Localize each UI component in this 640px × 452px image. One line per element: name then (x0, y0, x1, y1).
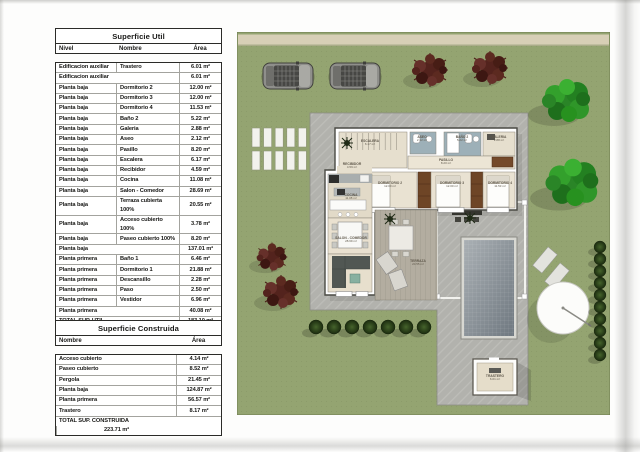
cell-nombre: Salon - Comedor (116, 187, 179, 196)
room-name: BAÑO 2 (455, 135, 469, 139)
col-nombre: Nombre (119, 45, 142, 52)
boundary-wall (238, 35, 609, 45)
room-area: 6.01 m² (489, 378, 501, 381)
cell-area: 21.45 m² (176, 376, 221, 385)
car-icon (328, 62, 382, 91)
cell-nombre: TOTAL SUP. CONSTRUIDA (59, 417, 129, 424)
cell-nivel: Planta baja (59, 202, 88, 209)
plant-icon (384, 213, 396, 225)
bush-row-bottom (302, 320, 431, 338)
col-nivel: Nivel (59, 45, 74, 52)
cell-area: 12.00 m² (179, 94, 221, 103)
cell-nivel: Planta baja (59, 177, 88, 184)
cell-nivel: Edificacion auxiliar (59, 64, 109, 71)
cell-nombre: Acceso cubierto (59, 356, 102, 363)
cell-nivel: Edificacion auxiliar (59, 74, 109, 81)
wardrobe (471, 172, 483, 208)
cell-nombre: Paseo cubierto 100% (116, 234, 179, 243)
room-area: 11.08 m² (345, 197, 357, 200)
cell-area: 2.50 m² (179, 286, 221, 295)
car-icon (261, 62, 315, 91)
cell-nombre: Vestidor (116, 296, 179, 305)
room-name: RECIBIDOR (342, 162, 362, 166)
room-name: ASEO (417, 135, 427, 139)
cell-nivel: Planta baja (59, 125, 88, 132)
windows (336, 292, 368, 297)
cell-area: 8.20 m² (179, 234, 221, 243)
cell-area: 40.08 m² (179, 307, 221, 316)
cell-nivel: Planta baja (59, 105, 88, 112)
cell-nombre: Terraza cubierta 100% (116, 197, 179, 215)
col-area: Área (191, 337, 206, 344)
cell-area: 6.46 m² (179, 255, 221, 264)
room-name: DORMITORIO 4 (487, 181, 513, 185)
room-area: 2.88 m² (493, 139, 505, 142)
room-area: 8.20 m² (440, 162, 452, 165)
room-name: ESCALERA (360, 139, 380, 143)
cell-area: 8.17 m² (176, 406, 221, 415)
cell-nombre: Galeria (116, 125, 179, 134)
table-title: Superficie Construida (56, 321, 221, 336)
cell-area: 5.22 m² (179, 114, 221, 123)
room-area: 28.69 m² (345, 240, 357, 243)
cell-nivel: Planta baja (59, 245, 88, 252)
cell-nivel: Planta baja (59, 221, 88, 228)
col-area: Área (193, 45, 207, 52)
cell-area: 8.52 m² (176, 365, 221, 374)
cell-nombre: Pasillo (116, 145, 179, 154)
cell-nombre: Descansillo (116, 276, 179, 285)
cell-nombre: Paseo cubierto (59, 366, 99, 373)
cell-nivel: Planta baja (59, 136, 88, 143)
room-name: SALON - COMEDOR (335, 236, 367, 240)
cell-nombre: Cocina (116, 176, 179, 185)
cell-area: 11.53 m² (179, 104, 221, 113)
cell-nombre: Trastero (116, 63, 179, 72)
room-area: 20.55 m² (412, 263, 424, 266)
cell-nombre: Planta baja (59, 387, 88, 394)
cell-area: 8.20 m² (179, 145, 221, 154)
cell-nivel: Planta baja (59, 187, 88, 194)
room-name: COCINA (344, 193, 358, 197)
room-area: 6.17 m² (364, 143, 376, 146)
cell-nivel: Planta baja (59, 84, 88, 91)
cell-area: 28.69 m² (179, 187, 221, 196)
room-area: 11.53 m² (494, 185, 506, 188)
coffee-table (350, 274, 360, 283)
cell-nombre: Dormitorio 3 (116, 94, 179, 103)
cell-area: 124.87 m² (176, 386, 221, 395)
plant-icon (464, 212, 476, 224)
room-name: PASILLO (438, 158, 454, 162)
pool (461, 237, 517, 339)
cell-area: 2.88 m² (179, 125, 221, 134)
col-nombre: Nombre (59, 337, 82, 344)
cell-nivel: Planta baja (59, 115, 88, 122)
cell-area: 3.78 m² (179, 216, 221, 234)
cell-nivel: Planta primera (59, 266, 98, 273)
cell-area: 11.08 m² (179, 176, 221, 185)
cell-area: 6.01 m² (179, 63, 221, 72)
room-name: TRASTERO (485, 374, 505, 378)
cell-nivel: Planta primera (59, 256, 98, 263)
wardrobe (418, 172, 431, 208)
cell-nombre: Baño 1 (116, 255, 179, 264)
cell-area: 223.71 m² (56, 426, 176, 435)
cell-nombre: Pergola (59, 376, 80, 383)
cell-nombre: Acceso cubierto 100% (116, 216, 179, 234)
room-area: 12.00 m² (384, 185, 396, 188)
room-name: DORMITORIO 2 (377, 181, 403, 185)
cell-area: 2.28 m² (179, 276, 221, 285)
site-plan-drawing (237, 32, 610, 415)
cell-nivel: Planta baja (59, 146, 88, 153)
cell-nombre: Recibidor (116, 166, 179, 175)
room-area: 2.12 m² (416, 139, 428, 142)
cell-area: 2.12 m² (179, 135, 221, 144)
table-title: Superficie Util (56, 29, 221, 44)
cell-nombre: Paso (116, 286, 179, 295)
wood-shelf (492, 157, 513, 167)
cell-nombre: Dormitorio 2 (116, 84, 179, 93)
room-area: 12.00 m² (446, 185, 458, 188)
stairs-hall (339, 132, 407, 168)
cell-nivel: Planta primera (59, 297, 98, 304)
cell-area: 20.55 m² (179, 197, 221, 215)
plant-icon (341, 137, 353, 149)
cell-nombre: Baño 2 (116, 114, 179, 123)
cell-nombre: Trastero (59, 407, 81, 414)
room-area: 4.59 m² (346, 166, 358, 169)
cell-area: 56.57 m² (176, 396, 221, 405)
cell-area: 21.88 m² (179, 265, 221, 274)
cell-area: 4.59 m² (179, 166, 221, 175)
room-area: 5.22 m² (456, 139, 468, 142)
cell-area: 6.96 m² (179, 296, 221, 305)
cell-nombre: Dormitorio 4 (116, 104, 179, 113)
cell-area: 137.01 m² (179, 245, 221, 254)
cell-nivel: Planta primera (59, 287, 98, 294)
cell-nivel: Planta baja (59, 167, 88, 174)
cell-nivel: Planta baja (59, 235, 88, 242)
cell-area: 6.17 m² (179, 156, 221, 165)
terrace-deck (375, 210, 437, 300)
cell-nombre: Escalera (116, 156, 179, 165)
dining-table (338, 222, 362, 248)
cell-nivel: Planta primera (59, 276, 98, 283)
room-name: TERRAZA (410, 259, 426, 263)
cell-nombre: Planta primera (59, 397, 98, 404)
patio-table (389, 226, 413, 250)
cell-nivel: Planta primera (59, 307, 98, 314)
cell-area: 12.00 m² (179, 84, 221, 93)
cell-area: 4.14 m² (176, 355, 221, 364)
cell-nombre: Aseo (116, 135, 179, 144)
room-name: DORMITORIO 3 (439, 181, 465, 185)
cell-nombre: Dormitorio 1 (116, 265, 179, 274)
cell-area: 6.01 m² (179, 73, 221, 82)
cell-nivel: Planta baja (59, 156, 88, 163)
room-name: GALERIA (491, 135, 507, 139)
cell-nivel: Planta baja (59, 95, 88, 102)
